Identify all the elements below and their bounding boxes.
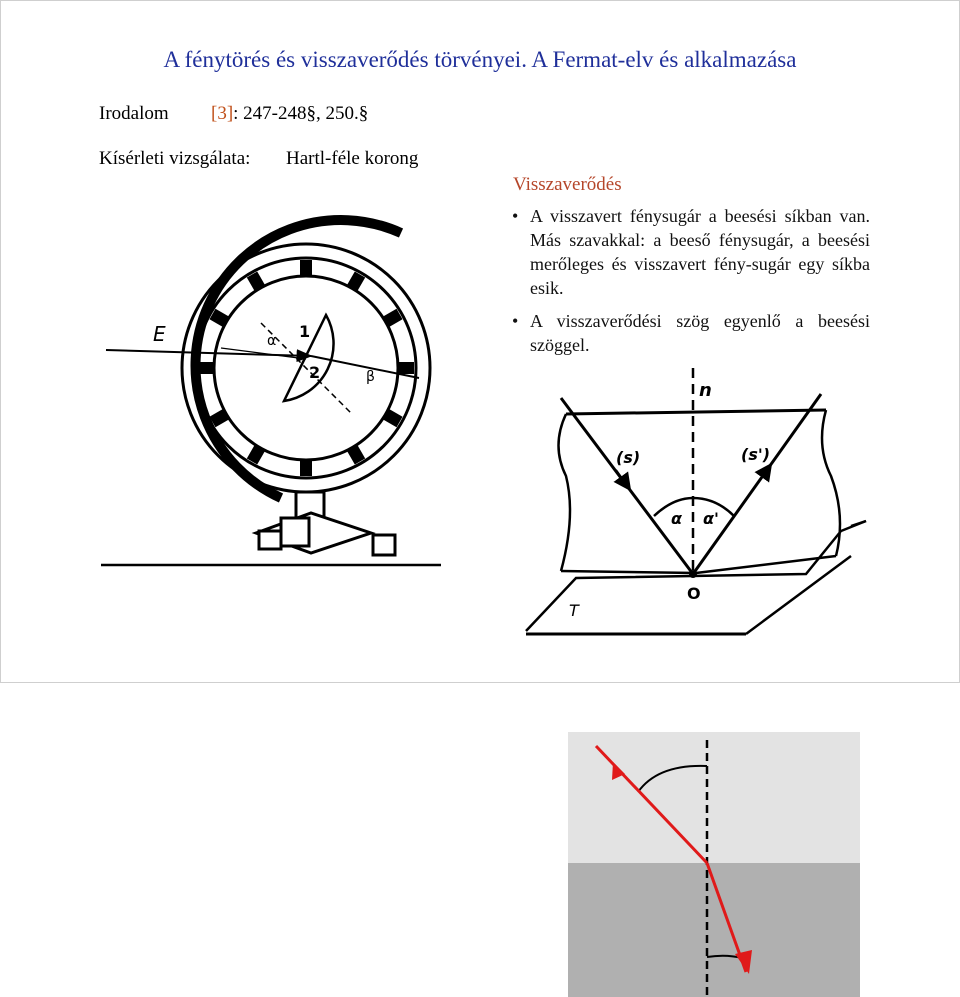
literature-line xyxy=(99,102,368,126)
slide-title: A fénytörés és visszaverődés törvényei. A Fermat-elv és alkalmazása xyxy=(163,47,797,72)
label-alpha: α xyxy=(671,509,682,528)
reflection-heading: Visszaverődés xyxy=(513,174,622,195)
bullet-item: • A visszavert fénysugár a beesési síkban van. Más szavakkal: a beeső fénysugár, a beesési merőleges és visszavert fény-sugár egy síkba esik. xyxy=(512,206,870,298)
label-1: 1 xyxy=(299,322,311,341)
literature-pages: : 247-248§, 250.§ xyxy=(233,103,369,124)
label-n: n xyxy=(699,380,712,401)
refraction-section xyxy=(0,683,960,997)
label-s-prime: (s') xyxy=(741,445,771,464)
experiment-label: Kísérleti vizsgálata: xyxy=(99,148,251,169)
label-alpha: α xyxy=(267,333,277,349)
bullet-dot: • xyxy=(512,206,519,226)
label-alpha-prime: α' xyxy=(703,509,719,528)
bullet-item: • A visszaverődési szög egyenlő a beesési szöggel. xyxy=(512,311,870,355)
label-O: O xyxy=(687,584,701,603)
label-2: 2 xyxy=(309,363,321,382)
label-s: (s) xyxy=(616,448,641,467)
experiment-value: Hartl-féle korong xyxy=(286,148,419,169)
hartl-disk-figure xyxy=(101,213,446,578)
reflection-figure xyxy=(521,366,881,641)
bullet-dot: • xyxy=(512,311,519,331)
label-beta: β xyxy=(366,369,375,385)
reflection-bullets xyxy=(512,204,870,366)
literature-ref: [3] xyxy=(211,103,234,124)
literature-label: Irodalom xyxy=(99,103,169,124)
label-E: E xyxy=(153,322,166,346)
experiment-line xyxy=(99,147,418,171)
refraction-figure xyxy=(568,732,860,997)
label-T: T xyxy=(569,601,579,620)
upper-medium xyxy=(568,732,860,863)
